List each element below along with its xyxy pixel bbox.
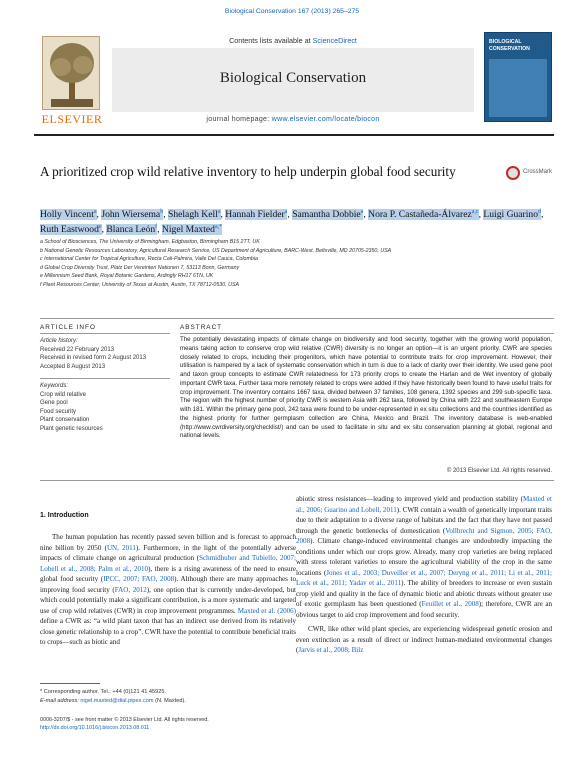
author[interactable] [101,209,163,220]
body-text: The human population has recently passed seven billion and is forecast to approach nine billion by 2050 ( [40,533,296,552]
crossmark-label: CrossMark [523,169,553,175]
affiliation: c International Center for Tropical Agriculture, Recta Cali-Palmira, Valle Del Cauca, Colombia [40,256,258,262]
homepage-line [112,116,474,123]
article-info-rule [40,333,170,334]
keyword-item: Crop wild relative [40,391,87,398]
email-link[interactable]: nigel.maxted@dial.pipex.com [80,697,154,704]
body-text: CWR, like other wild plant species, are experiencing widespread genetic erosion and even extinction as a result of direct or indirect human-mediated environmental changes ( [296,625,552,654]
article-info-heading: ARTICLE INFO [40,324,96,331]
author[interactable] [225,209,287,220]
publisher-name: ELSEVIER [41,112,103,126]
paragraph [296,624,552,656]
affiliation-marker[interactable]: a,c [471,209,479,215]
cover-image [489,59,547,117]
citation-link[interactable]: Schmidhuber and Tubiello, 2007; Lobell et al., 2008; Palm et al., 2010 [40,554,297,573]
email-label: E-mail address: [40,697,81,704]
elsevier-logo[interactable] [36,32,106,126]
citation-link[interactable]: Jarvis et al., 2008; Bilz [298,646,364,654]
journal-header [112,30,474,128]
author-name: Ruth Eastwood [40,224,99,236]
abstract-bottom-divider [40,480,554,481]
cover-title [489,39,530,52]
affiliation-marker[interactable]: f [155,224,158,231]
author-name: Hannah Fielder [225,209,285,221]
homepage-prefix: journal homepage: [206,116,272,123]
journal-masthead [34,30,554,128]
affiliation-marker[interactable]: a [284,209,288,215]
citation-link[interactable]: Maxted et al. (2006) [237,606,297,615]
affiliation-marker[interactable]: d [538,209,542,215]
copyright-notice: © 2013 Elsevier Ltd. All rights reserved. [446,468,552,474]
citation-link[interactable]: IPCC, 2007; FAO, 2008 [103,575,175,583]
masthead-divider [34,134,554,136]
citation-link[interactable]: Jones et al., 2003; Duveiller et al., 2007; Deryng et al., 2011; Li et al., 2011; Luck et al., 2011; Yadav et al., 2011 [296,568,552,587]
author[interactable] [162,224,222,235]
affiliation-marker[interactable]: a [93,209,97,215]
body-text: ). Furthermore, in the light of the potentially adverse impacts of climate change on agricultural production ( [40,543,296,562]
keyword-item: Gene pool [40,400,68,407]
author-name: Shelagh Kell [168,209,218,221]
keywords [40,382,170,434]
abstract-text: The potentially devastating impacts of climate change on biodiversity and food security, together with the growing world population, means taking action to conserve crop wild relative (CWR) diversity is no longer an option—it is an urgent priority. CWR are species closely related to crops, including their progenitors, which have potential to contribute traits for crop improvement. However, their utilisation is hampered by a lack of systematic conservation which in turn is due to a lack of clarity over their identity. We used gene pool and taxon group concepts to estimate CWR relatedness for 173 priority crops to create the Harlan and de Wet inventory of globally important CWR taxa. Further taxa more remotely related to crops were added if they have historically been found to have useful traits for crop improvement. The inventory contains 1667 taxa, divided between 37 families, 108 genera, 1392 species and 299 sub-specific taxa. The region with the highest number of priority CWR is western Asia with 262 taxa, followed by China with 222 and southeastern Europe with 181. Within the primary gene pool, 242 taxa were found to be under-represented in ex situ collections and the countries identified as the highest priority for further germplasm collection are China, Mexico and Brazil. The inventory database is web-enabled (http://www.cwrdiversity.org/checklist/) and can be used to facilitate in situ and ex situ conservation planning at global, regional and national levels. [180,336,552,440]
author[interactable] [40,209,97,220]
author[interactable] [368,209,478,220]
affiliation: d Global Crop Diversity Trust, Platz Der Vereinten Nationen 7, 53113 Bonn, Germany [40,264,240,271]
body-text: ). Although there are many approaches to improving food security ( [40,575,296,594]
corresponding-author: * Corresponding author. Tel.: +44 (0)121 41 45925. [40,689,167,695]
crossmark-icon [506,166,520,180]
affiliation-list [40,238,560,289]
journal-cover-thumbnail[interactable] [484,32,552,122]
body-column-right [296,494,552,656]
body-text: ). CWR contain a wealth of genetically important traits due to their adaptation to a diverse range of habitats and the fact that they have not passed through the genetic bottlenecks of domestication ( [296,505,552,535]
author-name: Samantha Dobbie [292,209,361,221]
author-name: Nora P. Castañeda-Álvarez [368,209,472,221]
citation-link[interactable]: FAO, 2012 [114,585,147,594]
affiliation-divider [40,318,554,319]
citation-link[interactable]: Feuillet et al., 2008 [421,600,479,608]
body-text: define a CWR as: “a wild plant taxon that has an indirect use derived from its relatively close genetic relationship to a crop”. CWR have the potential to contribute beneficial traits to crops—such as biotic and [40,617,296,646]
affiliation: f Plant Resources Center, University of Texas at Austin, Austin, TX 78712-0530, USA [40,281,240,288]
contents-line [112,36,474,45]
author-list: Holly Vincent$^a$, John Wiersema$^b$, Shelagh Kell$^a$, Hannah Fielder$^a$, Samantha Dobbie$^a$, Nora P. Castañeda-Álvarez$^{a,c}$, Luigi Guarino$^d$, Ruth Eastwood$^e$, Blanca León$^f$, Nigel Maxted$^{a,*}$ [40,209,544,236]
cover-title-line: BIOLOGICAL [489,39,522,45]
paragraph [40,532,296,648]
author[interactable] [292,209,363,220]
author-name: Nigel Maxted [161,224,215,236]
keyword-item: Plant conservation [40,417,90,424]
body-text: ). Climate change-induced environmental changes are undoubtedly impacting the conditions under which our crops grow. Already, many crop varieties are being replaced with stress tolerant varieties to ensure the agricultural viability of the crop in the same locations ( [296,537,552,577]
abstract-rule [180,333,554,334]
journal-reference[interactable]: Biological Conservation 167 (2013) 265–275 [224,8,360,15]
keywords-label: Keywords: [40,383,69,389]
sciencedirect-link[interactable]: ScienceDirect [312,36,357,45]
body-text: abiotic stress resistances—leading to improved yield and production stability ( [296,495,523,503]
affiliation: b National Genetic Resources Laboratory, Agricultural Research Service, US Department of Agriculture, BARC-West, Beltsville, MD 20705-2350, USA [40,247,392,254]
body-text: ). The ability of breeders to increase or even sustain crop yield and quality in the face of dynamic biotic and abiotic threats without greater use of exotic germplasm has been questioned ( [296,579,552,608]
affiliation: a School of Biosciences, The University of Birmingham, Edgbaston, Birmingham B15 2TT, UK [40,239,260,245]
affiliation-marker[interactable]: a [360,209,364,215]
article-history [40,337,170,371]
author-name: Holly Vincent [40,209,94,221]
journal-title: Biological Conservation [219,70,367,86]
doi-link[interactable]: http://dx.doi.org/10.1016/j.biocon.2013.08.011 [40,725,150,731]
journal-title-box [112,48,474,112]
front-matter [40,716,296,732]
crossmark-badge[interactable] [506,166,552,192]
email-suffix: (N. Maxted). [153,697,186,704]
affiliation-marker[interactable]: a [217,209,221,215]
citation-link[interactable]: Maxted et al., 2006; Guarino and Lobell, 2011 [296,495,553,514]
affiliation-marker[interactable]: e [98,224,102,231]
footnote-divider [40,683,100,684]
body-text: ), there is a rising awareness of the need to ensure global food security ( [40,564,296,583]
author[interactable] [106,224,157,235]
section-heading: 1. Introduction [40,512,89,519]
body-text: ); therefore, CWR are an obvious target to aid crop improvement and food security. [296,600,552,619]
elsevier-tree-icon [42,36,100,110]
history-item: Received 22 February 2013 [40,346,115,353]
email-line [40,697,296,706]
author-name: Luigi Guarino [483,209,539,221]
body-text: ), one option that is currently under-developed, but which could potentially make a significant contribution, is a more systematic and targeted use of crop wild relatives (CWR) in crop improvement programmes. [40,585,296,615]
keywords-rule [40,378,170,379]
paragraph [296,494,552,620]
affiliation-marker[interactable]: a,* [214,224,223,231]
abstract-heading: ABSTRACT [180,324,223,331]
history-label: Article history: [40,338,78,344]
article-title: A prioritized crop wild relative inventory to help underpin global food security [40,164,456,179]
author-name: John Wiersema [101,209,161,221]
keyword-item: Plant genetic resources [40,425,103,432]
author[interactable] [168,209,221,220]
author[interactable] [483,209,541,220]
history-item: Accepted 8 August 2013 [40,363,106,370]
issn-line: 0006-3207/$ - see front matter © 2013 Elsevier Ltd. All rights reserved. [40,717,209,723]
history-item: Received in revised form 2 August 2013 [40,355,147,362]
contents-prefix: Contents lists available at [229,36,313,45]
homepage-link[interactable]: www.elsevier.com/locate/biocon [271,116,380,123]
author[interactable] [40,224,102,235]
cover-title-line: CONSERVATION [489,45,530,52]
footnote [40,688,296,705]
keyword-item: Food security [40,408,77,415]
affiliation-marker[interactable]: b [160,209,164,215]
citation-link[interactable]: Vollbrecht and Sigmon, 2005; FAO, 2008 [296,526,552,545]
author-name: Blanca León [106,224,156,236]
body-column-left [40,532,296,648]
affiliation: e Millennium Seed Bank, Royal Botanic Gardens, Ardingly RH17 6TN, UK [40,273,214,279]
citation-link[interactable]: UN, 2011 [106,543,136,552]
